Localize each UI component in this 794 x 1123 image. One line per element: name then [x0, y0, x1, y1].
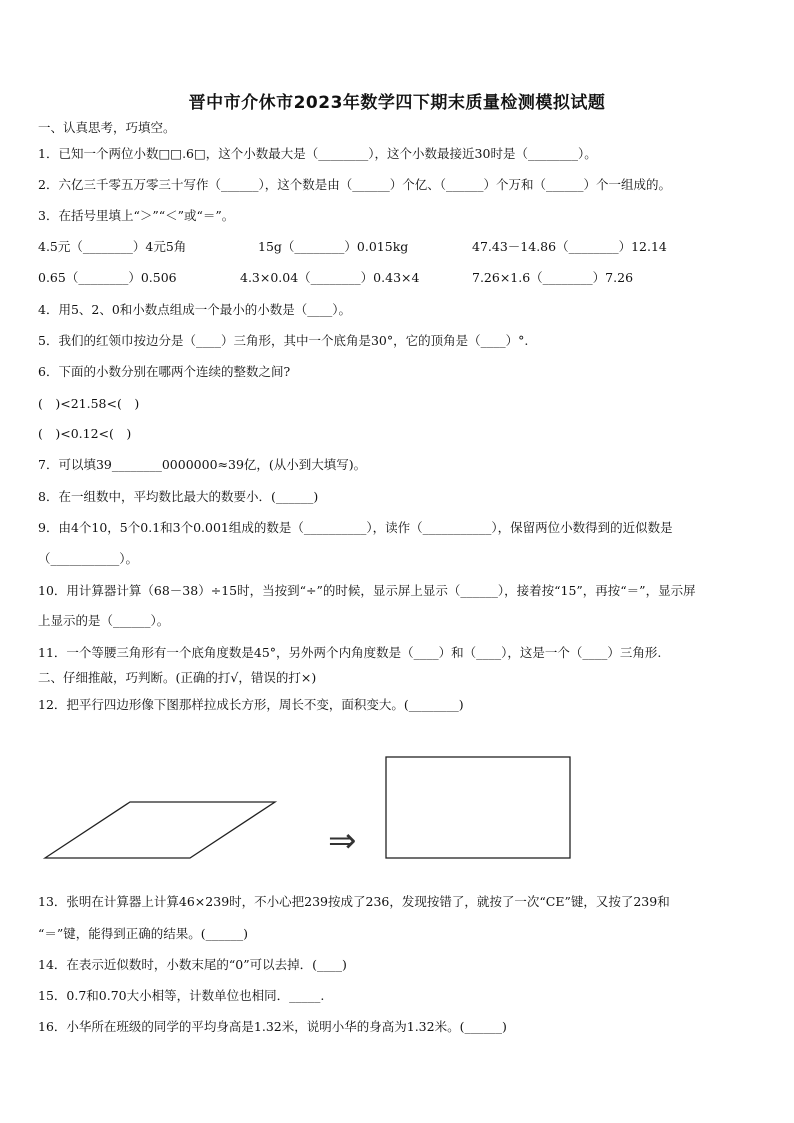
- parallelogram-shape: [45, 802, 275, 858]
- question-14: 14．在表示近似数时，小数末尾的“0”可以去掉．(____): [38, 957, 347, 972]
- q3-item-4: 0.65（________）0.506: [38, 270, 177, 285]
- q3-item-2: 15g（________）0.015kg: [258, 239, 409, 254]
- question-6-b: ( )<0.12<( ): [38, 426, 132, 441]
- q3-item-5: 4.3×0.04（________）0.43×4: [240, 270, 420, 285]
- parallelogram-to-rectangle-figure: [0, 740, 794, 870]
- q3-item-1: 4.5元（________）4元5角: [38, 239, 187, 254]
- question-10-line-2: 上显示的是（______）。: [38, 613, 170, 628]
- rectangle-shape: [386, 757, 570, 858]
- question-13-line-1: 13．张明在计算器上计算46×239时，不小心把239按成了236，发现按错了，就按了一次“CE”键，又按了239和: [38, 894, 670, 909]
- question-2: 2．六亿三千零五万零三十写作（______），这个数是由（______）个亿、（______）个万和（______）个一组成的。: [38, 177, 671, 192]
- question-8: 8．在一组数中，平均数比最大的数要小．(______): [38, 489, 319, 504]
- question-10-line-1: 10．用计算器计算（68－38）÷15时，当按到“÷”的时候，显示屏上显示（______），接着按“15”，再按“＝”，显示屏: [38, 583, 696, 598]
- question-6-a: ( )<21.58<( ): [38, 396, 140, 411]
- question-16: 16．小华所在班级的同学的平均身高是1.32米，说明小华的身高为1.32米。(______): [38, 1019, 507, 1034]
- question-4: 4．用5、2、0和小数点组成一个最小的小数是（____）。: [38, 302, 352, 317]
- question-12: 12．把平行四边形像下图那样拉成长方形，周长不变，面积变大。(________): [38, 697, 464, 712]
- question-7: 7．可以填39________0000000≈39亿，(从小到大填写)。: [38, 457, 367, 472]
- q3-item-6: 7.26×1.6（________）7.26: [472, 270, 634, 285]
- question-13-line-2: “＝”键，能得到正确的结果。(______): [38, 926, 249, 941]
- arrow-icon: ⇒: [328, 821, 357, 861]
- question-5: 5．我们的红领巾按边分是（____）三角形，其中一个底角是30°，它的顶角是（____）°.: [38, 333, 529, 348]
- question-15: 15．0.7和0.70大小相等，计数单位也相同．_____.: [38, 988, 325, 1003]
- question-6: 6．下面的小数分别在哪两个连续的整数之间?: [38, 364, 291, 379]
- question-9-line-2: （___________）。: [38, 551, 139, 566]
- question-11: 11．一个等腰三角形有一个底角度数是45°，另外两个内角度数是（____）和（____），这是一个（____）三角形.: [38, 645, 662, 660]
- question-1: 1．已知一个两位小数□□.6□，这个小数最大是（________），这个小数最接近30时是（________）。: [38, 146, 597, 161]
- section-2-heading: 二、仔细推敲，巧判断。(正确的打√，错误的打×): [38, 670, 317, 685]
- section-1-heading: 一、认真思考，巧填空。: [38, 120, 176, 135]
- question-9-line-1: 9．由4个10，5个0.1和3个0.001组成的数是（__________），读作（___________），保留两位小数得到的近似数是: [38, 520, 673, 535]
- q3-item-3: 47.43－14.86（________）12.14: [472, 239, 667, 254]
- question-3: 3．在括号里填上“＞”“＜”或“＝”。: [38, 208, 235, 223]
- page-title: 晋中市介休市2023年数学四下期末质量检测模拟试题: [188, 93, 606, 113]
